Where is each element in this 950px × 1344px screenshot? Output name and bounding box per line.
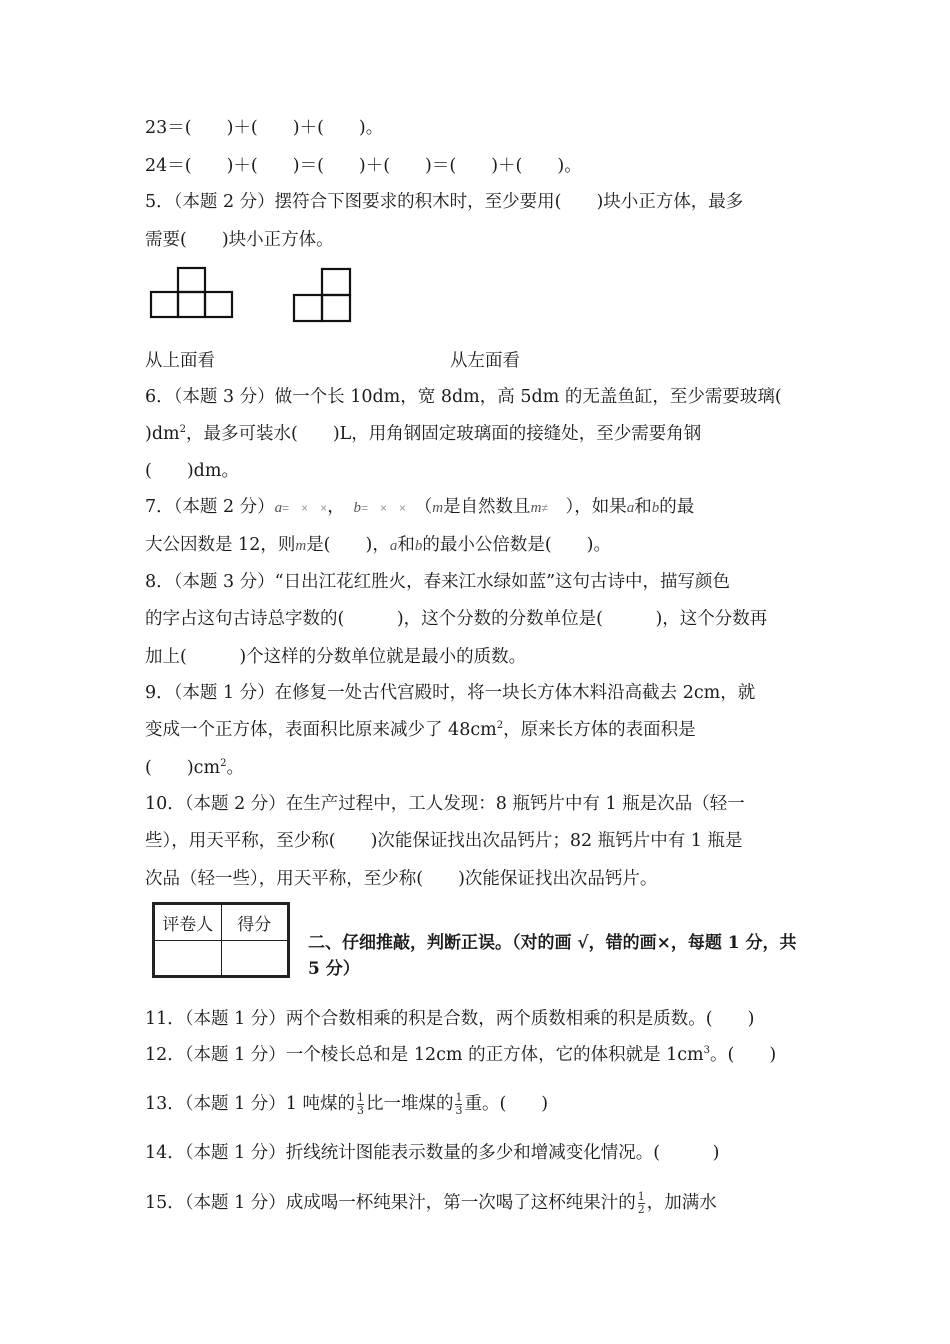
- question-5-line-2: 需要( )块小正方体。: [145, 230, 334, 250]
- section-2-title: 二、仔细推敲，判断正误。（对的画 √，错的画×，每题 1 分，共 5 分）: [308, 933, 797, 979]
- question-13: 13．（本题 1 分）1 吨煤的 $\frac{1}{3}$ 比一堆煤的 $\frac{1}{3}$ 重。( ): [145, 1091, 549, 1117]
- question-10-line-1: 10．（本题 2 分）在生产过程中，工人发现：8 瓶钙片中有 1 瓶是次品（轻一: [145, 794, 745, 814]
- line-24: 24＝( )＋( )＝( )＋( )＝( )＋( )。: [145, 156, 582, 176]
- top-view-figure: [148, 266, 236, 320]
- question-9-line-3: ( )$cm^2$。: [145, 758, 244, 778]
- left-view-caption: 从左面看: [450, 351, 520, 371]
- grader-table: [152, 902, 290, 978]
- fraction-one-third: $\frac{1}{3}$: [356, 1091, 364, 1117]
- question-10-line-3: 次品（轻一些），用天平称，至少称( )次能保证找出次品钙片。: [145, 869, 658, 889]
- question-12: 12．（本题 1 分）一个棱长总和是 12cm 的正方体，它的体积就是 $1cm^3$。( ): [145, 1045, 777, 1065]
- line-23: 23＝( )＋( )＋( )。: [145, 118, 384, 138]
- question-6-line-2: )$dm^2$，最多可装水( )L，用角钢固定玻璃面的接缝处，至少需要角钢: [145, 424, 702, 444]
- score-cell[interactable]: [221, 940, 288, 976]
- question-8-line-2: 的字占这句古诗总字数的( )，这个分数的分数单位是( )，这个分数再: [145, 609, 768, 629]
- question-8-line-3: 加上( )个这样的分数单位就是最小的质数。: [145, 647, 527, 667]
- question-5-line-1: 5．（本题 2 分）摆符合下图要求的积木时，至少要用( )块小正方体，最多: [145, 192, 744, 212]
- reviewer-cell[interactable]: [155, 940, 222, 976]
- score-header: 得分: [221, 905, 288, 941]
- question-10-line-2: 些），用天平称，至少称( )次能保证找出次品钙片；82 瓶钙片中有 1 瓶是: [145, 831, 743, 851]
- left-view-figure: [291, 266, 353, 324]
- question-14: 14．（本题 1 分）折线统计图能表示数量的多少和增减变化情况。( ): [145, 1143, 720, 1163]
- top-view-caption: 从上面看: [145, 351, 215, 371]
- question-7-line-1: 7．（本题 2 分）a= × ×， b= × × （m是自然数且m≠ ），如果a和b的最: [145, 497, 695, 517]
- fraction-one-third-2: $\frac{1}{3}$: [455, 1091, 463, 1117]
- question-8-line-1: 8．（本题 3 分）“日出江花红胜火，春来江水绿如蓝”这句古诗中，描写颜色: [145, 572, 731, 592]
- question-9-line-2: 变成一个正方体，表面积比原来减少了 $48cm^2$，原来长方体的表面积是: [145, 720, 696, 740]
- question-7-line-2: 大公因数是 12，则m是( )，a和b的最小公倍数是( )。: [145, 535, 611, 555]
- question-9-line-1: 9．（本题 1 分）在修复一处古代宫殿时，将一块长方体木料沿高截去 2cm，就: [145, 683, 756, 703]
- fraction-one-half: $\frac{1}{2}$: [637, 1190, 645, 1216]
- question-15: 15．（本题 1 分）成成喝一杯纯果汁，第一次喝了这杯纯果汁的 $\frac{1}{2}$ ，加满水: [145, 1190, 717, 1216]
- question-6-line-3: ( )dm。: [145, 461, 239, 481]
- reviewer-header: 评卷人: [155, 905, 222, 941]
- question-6-line-1: 6．（本题 3 分）做一个长 10dm，宽 8dm，高 5dm 的无盖鱼缸，至少需要玻璃(: [145, 387, 782, 407]
- question-11: 11．（本题 1 分）两个合数相乘的积是合数，两个质数相乘的积是质数。( ): [145, 1009, 755, 1029]
